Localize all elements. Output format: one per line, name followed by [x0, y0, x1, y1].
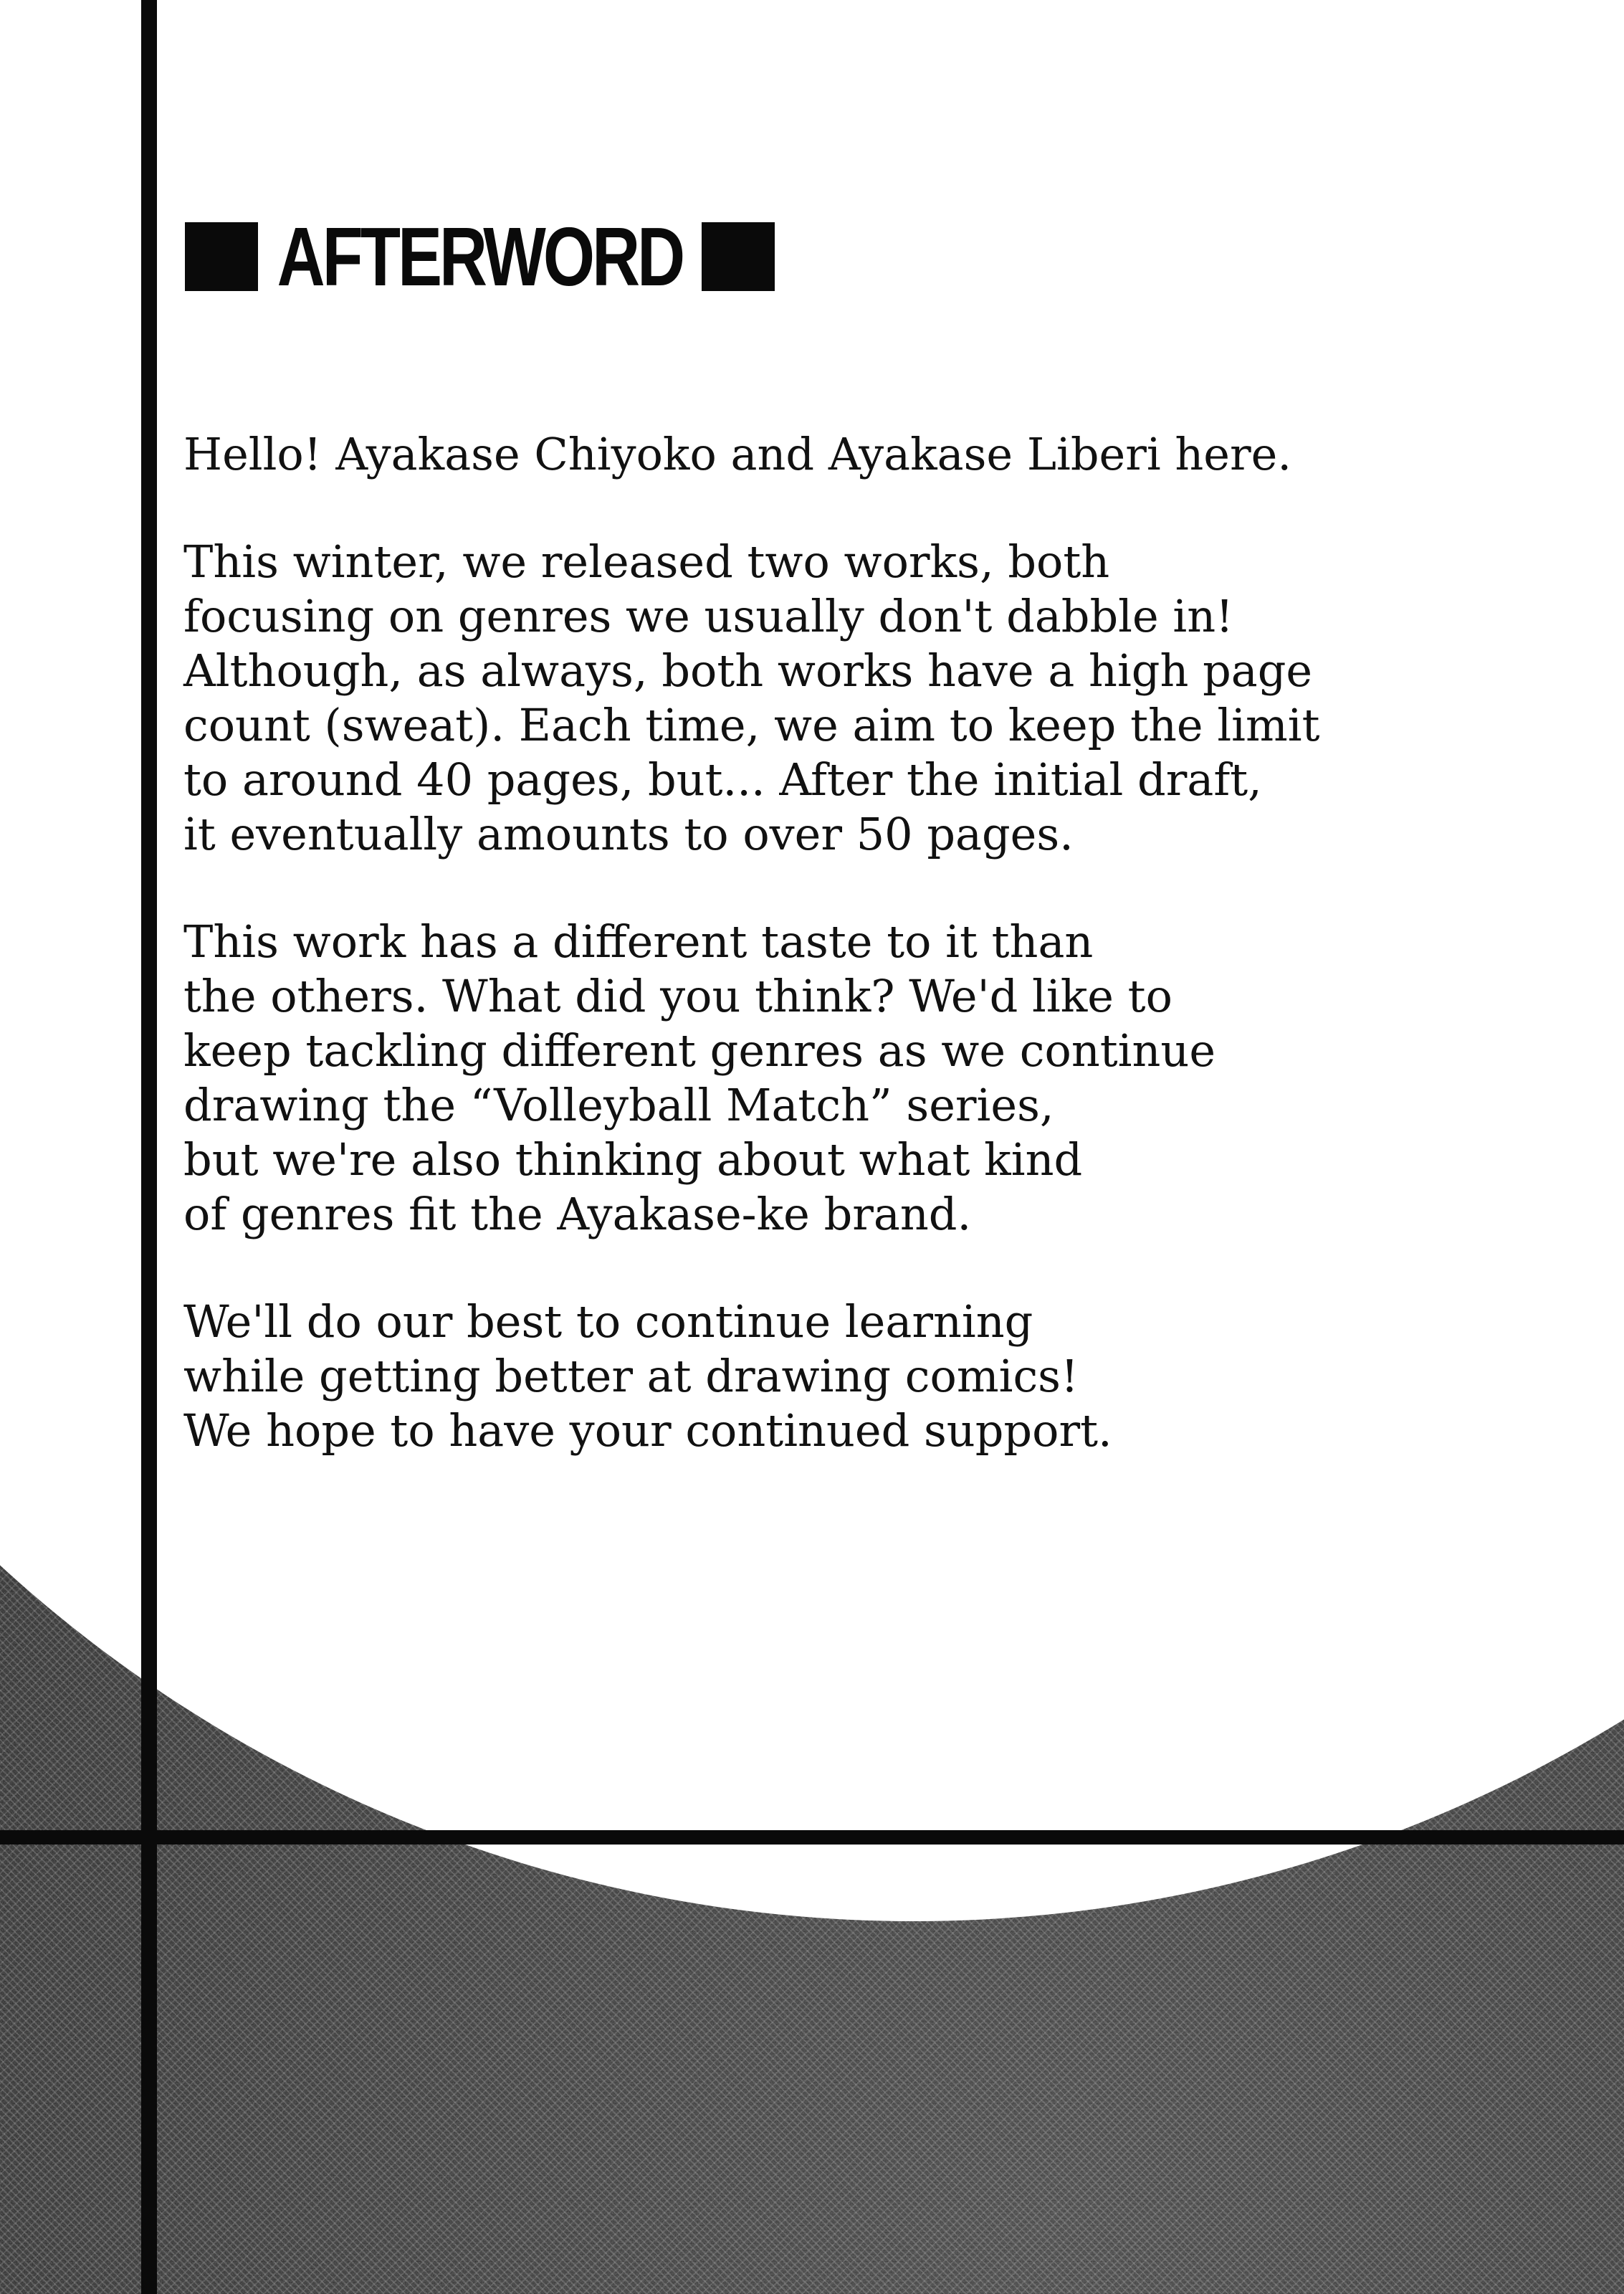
heading-title: AFTERWORD — [277, 210, 683, 303]
text-line: This work has a different taste to it than — [183, 915, 1094, 968]
heading-right-block — [702, 222, 775, 291]
paragraph-greeting — [183, 427, 1473, 482]
vertical-panel-rule — [141, 0, 157, 2294]
afterword-heading — [185, 210, 775, 303]
afterword-body — [183, 427, 1473, 1511]
text-line: drawing the “Volleyball Match” series, — [183, 1079, 1054, 1131]
text-line: Hello! Ayakase Chiyoko and Ayakase Liberi here. — [183, 428, 1292, 480]
paragraph-closing — [183, 1295, 1473, 1458]
text-line: but we're also thinking about what kind — [183, 1133, 1083, 1186]
text-line: keep tackling different genres as we continue — [183, 1024, 1216, 1077]
text-line: while getting better at drawing comics! — [183, 1350, 1079, 1402]
paragraph-winter-releases — [183, 535, 1473, 862]
paragraph-different-taste — [183, 915, 1473, 1242]
horizontal-panel-rule — [0, 1830, 1624, 1845]
text-line: We'll do our best to continue learning — [183, 1295, 1033, 1348]
text-line: This winter, we released two works, both — [183, 536, 1110, 588]
text-line: of genres fit the Ayakase-ke brand. — [183, 1188, 972, 1240]
text-line: to around 40 pages, but... After the initial draft, — [183, 753, 1262, 806]
text-line: it eventually amounts to over 50 pages. — [183, 808, 1074, 860]
text-line: We hope to have your continued support. — [183, 1404, 1112, 1457]
text-line: focusing on genres we usually don't dabble in! — [183, 590, 1234, 642]
text-line: count (sweat). Each time, we aim to keep the limit — [183, 699, 1320, 751]
text-line: Although, as always, both works have a high page — [183, 644, 1313, 697]
text-line: the others. What did you think? We'd like to — [183, 970, 1172, 1022]
heading-left-block — [185, 222, 258, 291]
